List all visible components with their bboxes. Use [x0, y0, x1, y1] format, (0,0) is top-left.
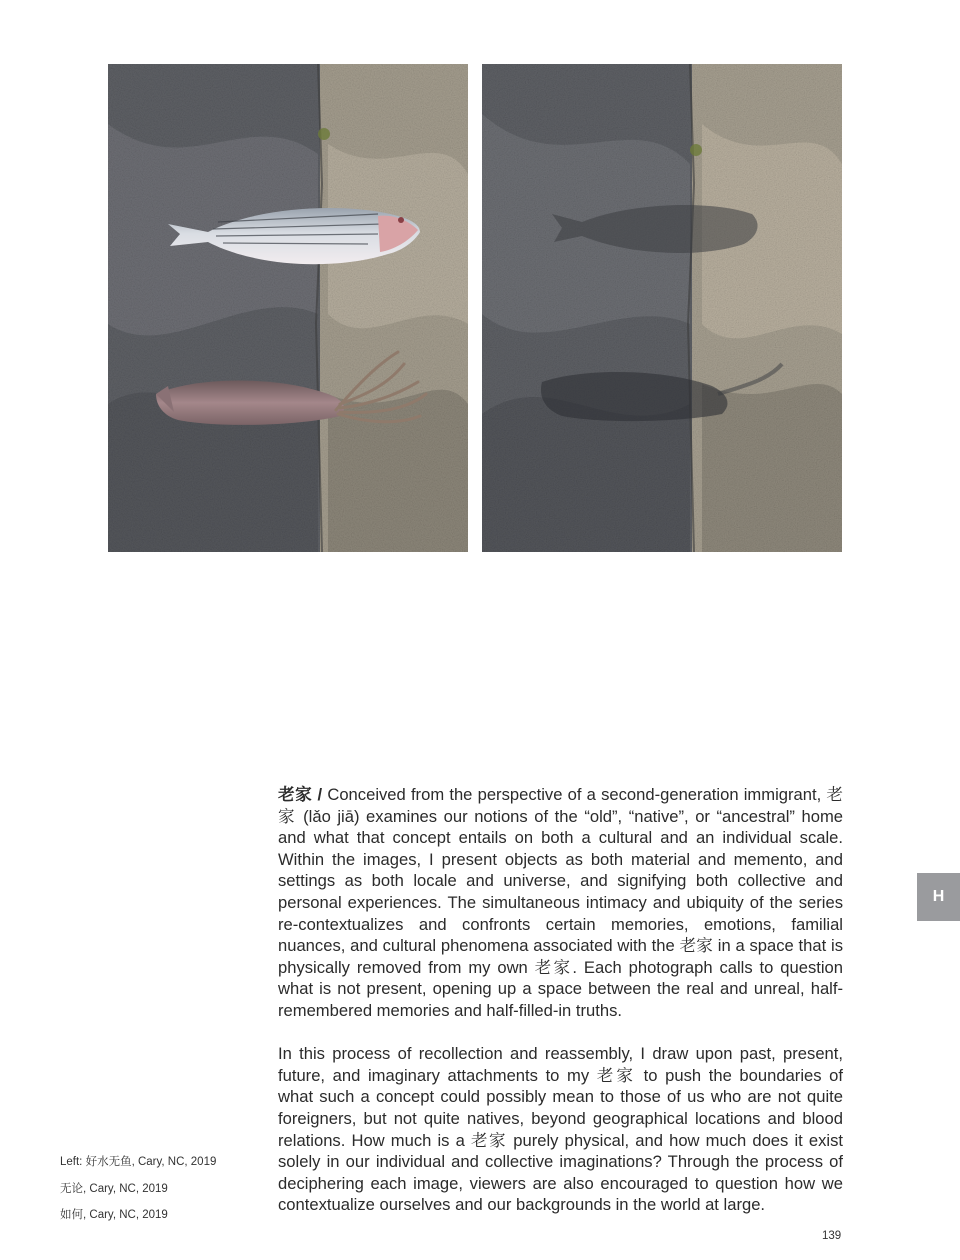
body-text — [278, 784, 843, 1237]
caption-line-3: 如何, Cary, NC, 2019 — [60, 1209, 168, 1221]
page-number: 139 — [822, 1230, 842, 1242]
photo-wet-stains — [482, 64, 842, 552]
paragraph-1-text: Conceived from the perspective of a second-generation immigrant, 老家 (lǎo jiā) examines our notions of the “old”, “native”, or “ancestral” home and what that concept entails on both a cultural and an individual scale. Within the images, I present objects as both material and memento, and settings as both locale and universe, and signifying both collective and personal experiences. The simultaneous intimacy and ubiquity of the series re-contextualizes and confronts certain memories, emotions, familial nuances, and cultural phenomena associated with the 老家 in a space that is physically removed from my own 老家. Each photograph calls to question what is not present, opening up a space between the real and unreal, half-remembered memories and half-filled-in truths. — [278, 785, 843, 1020]
photo-wet-stains-illustration — [482, 64, 842, 552]
paragraph-2: In this process of recollection and reassembly, I draw upon past, present, future, and imaginary attachments to my 老家 to push the boundaries of what such a concept could possibly mean to those of us who are not quite foreigners, but not quite natives, beyond geographical locations and blood relations. How much is a 老家 purely physical, and how much does it exist solely in our individual and collective imaginations? Through the process of deciphering each image, viewers are also encouraged to question how we contextualize ourselves and our backgrounds in the world at large. — [278, 1044, 843, 1215]
photo-fish-and-squid — [108, 64, 468, 552]
photo-fish-and-squid-illustration — [108, 64, 468, 552]
caption-line-2: 无论, Cary, NC, 2019 — [60, 1182, 168, 1195]
photo-captions — [60, 1149, 216, 1229]
paragraph-1 — [278, 784, 843, 1022]
title-lead: 老家 / — [278, 785, 323, 804]
section-tab: H — [917, 873, 960, 921]
caption-line-1: Left: 好水无鱼, Cary, NC, 2019 — [60, 1156, 217, 1168]
